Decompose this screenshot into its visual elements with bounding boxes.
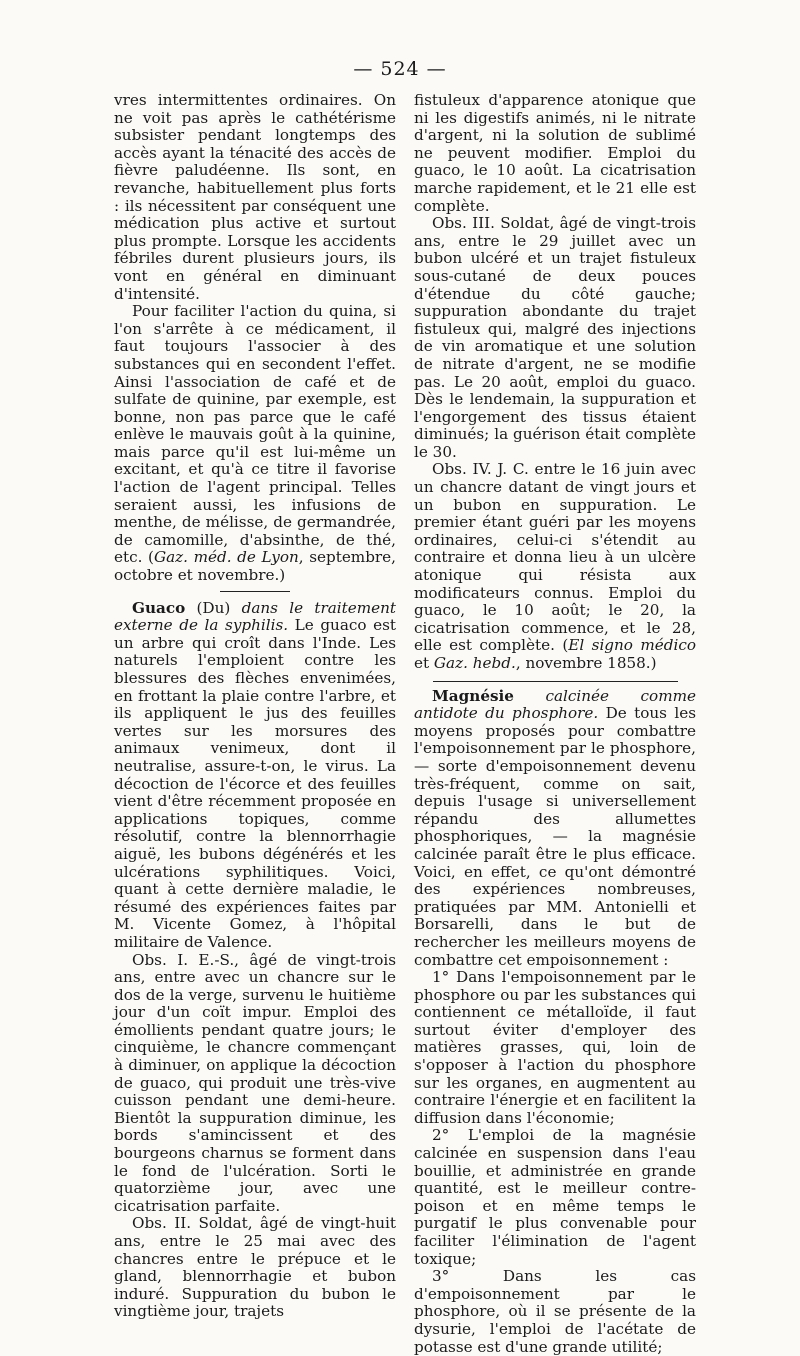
section-divider	[220, 591, 290, 592]
observation-3: Obs. III. Soldat, âgé de vingt-trois ans, entre le 29 juillet avec un bubon ulcéré et un trajet fistuleux sous-cutané de deux pouces d'étendue du côté gauche; suppuration abondante du trajet fistuleux qui, malgré des injections de vin aromatique et une solution de nitrate d'argent, ne se modifie pas. Le 20 août, emploi du guaco. Dès le lendemain, la suppuration et l'engorgement des tissus étaient diminués; la guérison était complète le 30.	[414, 214, 696, 461]
page-number: — 524 —	[353, 58, 447, 80]
observation-4: Obs. IV. J. C. entre le 16 juin avec un chancre datant de vingt jours et un bubon en suppuration. Le premier étant guéri par les moyens ordinaires, celui-ci s'étendit au contraire et donna lieu à un ulcère atonique qui résista aux modificateurs connus. Emploi du guaco, le 10 août; le 20, la cicatrisation commence, et le 28, elle est complète. (El signo médico et Gaz. hebd., novembre 1858.)	[414, 460, 696, 672]
paragraph-magnesie: Magnésie calcinée comme antidote du phosphore. De tous les moyens proposés pour combattre l'empoisonnement par le phosphore, — sorte d'empoisonnement devenu très-fréquent, comme on sait, depuis l'usage si universellement répandu des allumettes phosphoriques, — la magnésie calcinée paraît être le plus efficace. Voici, en effet, ce qu'ont démontré des expériences nombreuses, pratiquées par MM. Antonielli et Borsarelli, dans le but de rechercher les meilleurs moyens de combattre cet empoisonnement :	[414, 686, 696, 969]
section-title-magnesie: calcinée comme antidote du phosphore.	[414, 686, 696, 723]
observation-2: Obs. II. Soldat, âgé de vingt-huit ans, entre le 25 mai avec des chancres entre le prépuce et le gland, blennorrhagie et bubon induré. Suppuration du bubon le vingtième jour, trajets	[114, 1214, 396, 1321]
observation-1: Obs. I. E.-S., âgé de vingt-trois ans, entre avec un chancre sur le dos de la verge, survenu le huitième jour d'un coït impur. Emploi des émollients pendant quatre jours; le cinquième, le chancre commençant à diminuer, on applique la décoction de guaco, qui produit une très-vive cuisson pendant une demi-heure. Bientôt la suppuration diminue, les bords s'amincissent et des bourgeons charnus se forment dans le fond de l'ulcération. Sorti le quatorzième jour, avec une cicatrisation parfaite.	[114, 950, 396, 1215]
citation-gaz-med-lyon: Gaz. méd. de Lyon	[153, 548, 299, 567]
paragraph-continuation-right: fistuleux d'apparence atonique que ni les digestifs animés, ni le nitrate d'argent, ni la solution de sublimé ne peuvent modifier. Emploi du guaco, le 10 août. La cicatrisation marche rapidement, et le 21 elle est complète.	[414, 91, 696, 215]
citation-gaz-hebd: Gaz. hebd.	[433, 654, 516, 672]
section-title-guaco: dans le traitement externe de la syphilis.	[114, 598, 397, 635]
section-heading-guaco: Guaco	[132, 598, 186, 617]
paragraph-continuation: vres intermittentes ordinaires. On ne voit pas après le cathétérisme subsister pendant longtemps des accès ayant la ténacité des accès de fièvre paludéenne. Ils sont, en revanche, habituellement plus forts : ils nécessitent par conséquent une médication plus active et surtout plus prompte. Lorsque les accidents fébriles durent plusieurs jours, ils vont en général en diminuant d'intensité.	[114, 91, 396, 303]
section-heading-magnesie: Magnésie	[432, 686, 514, 705]
numbered-point-2: 2° L'emploi de la magnésie calcinée en suspension dans l'eau bouillie, et administrée en grande quantité, est le meilleur contre-poison et en même temps le purgatif le plus convenable pour faciliter l'élimination de l'agent toxique;	[414, 1126, 696, 1268]
numbered-point-1: 1° Dans l'empoisonnement par le phosphore ou par les substances qui contiennent ce métalloïde, il faut surtout éviter d'employer des matières grasses, qui, loin de s'opposer à l'action du phosphore sur les organes, en augmentent au contraire l'énergie et en facilitent la diffusion dans l'économie;	[414, 968, 696, 1127]
right-column	[414, 92, 696, 1356]
section-divider-long	[433, 681, 678, 682]
numbered-point-3: 3° Dans les cas d'empoisonnement par le phosphore, où il se présente de la dysurie, l'emploi de l'acétate de potasse est d'une grande utilité;	[414, 1267, 696, 1356]
citation-el-signo-medico: El signo médico	[568, 636, 696, 655]
paragraph-guaco: Guaco (Du) dans le traitement externe de la syphilis. Le guaco est un arbre qui croît dans l'Inde. Les naturels l'emploient contre les blessures des flèches envenimées, en frottant la plaie contre l'arbre, et ils appliquent le jus des feuilles vertes sur les morsures des animaux venimeux, dont il neutralise, assure-t-on, le virus. La décoction de l'écorce et des feuilles vient d'être récemment proposée en applications topiques, comme résolutif, contre la blennorrhagie aiguë, les bubons dégénérés et les ulcérations syphilitiques. Voici, quant à cette dernière maladie, le résumé des expériences faites par M. Vicente Gomez, à l'hôpital militaire de Valence.	[114, 598, 397, 951]
paragraph-quina: Pour faciliter l'action du quina, si l'on s'arrête à ce médicament, il faut toujours l'associer à des substances qui en secondent l'effet. Ainsi l'association de café et de sulfate de quinine, par exemple, est bonne, non pas parce que le café enlève le mauvais goût à la quinine, mais parce qu'il est lui-même un excitant, et qu'à ce titre il favorise l'action de l'agent principal. Telles seraient aussi, les infusions de menthe, de mélisse, de germandrée, de camomille, d'absinthe, de thé, etc. (Gaz. méd. de Lyon, septembre, octobre et novembre.)	[114, 302, 397, 585]
left-column	[114, 92, 396, 1321]
